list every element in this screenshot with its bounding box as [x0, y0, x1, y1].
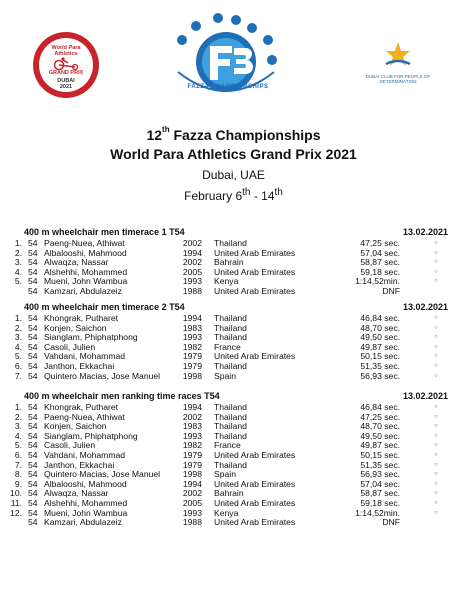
birth-year: 1983 — [182, 421, 202, 432]
result-row — [10, 287, 450, 297]
record-marker: ○ — [434, 372, 438, 379]
result-time: 46,84 sec. — [360, 402, 400, 412]
result-time: DNF — [382, 517, 400, 528]
record-marker: ○ — [434, 471, 438, 478]
grand-prix-title: World Para Athletics Grand Prix 2021 — [110, 146, 357, 162]
sport-class: 54 — [28, 478, 38, 489]
birth-year: 1979 — [182, 360, 202, 371]
birth-year: 2002 — [182, 238, 202, 248]
athlete-name: Mueni, John Wambua — [44, 507, 128, 518]
record-marker: ○ — [434, 432, 438, 439]
country: Thailand — [214, 430, 247, 441]
sport-class: 54 — [28, 285, 38, 296]
section-title: 400 m wheelchair men timerace 2 T54 — [24, 302, 185, 312]
country: Thailand — [214, 360, 247, 371]
sport-class: 54 — [28, 313, 38, 323]
sport-class: 54 — [28, 430, 38, 441]
sport-class: 54 — [28, 332, 38, 343]
result-time: 1:14,52min. — [355, 276, 400, 287]
athlete-name: Kamzari, Abdulazeiz — [44, 285, 122, 296]
birth-year: 2005 — [182, 497, 202, 508]
result-time: 58,87 sec. — [360, 488, 400, 499]
result-time: 49,50 sec. — [360, 430, 400, 441]
dubai-club-text: DUBAI CLUB FOR PEOPLE OF DETERMINATION — [365, 74, 431, 84]
grand-prix-logo — [33, 32, 99, 98]
result-time: 51,35 sec. — [360, 459, 400, 470]
rank: 9. — [14, 478, 22, 489]
sport-class: 54 — [28, 370, 38, 381]
country: Spain — [214, 469, 236, 480]
result-time: 58,87 sec. — [360, 257, 400, 268]
section-date: 13.02.2021 — [402, 227, 448, 237]
record-marker: ○ — [434, 404, 438, 410]
result-time: 57,04 sec. — [360, 478, 400, 489]
result-time: 47,25 sec. — [360, 238, 400, 248]
country: Kenya — [214, 276, 239, 287]
record-marker: ○ — [434, 249, 438, 256]
birth-year: 1982 — [182, 341, 202, 352]
sport-class: 54 — [28, 421, 38, 432]
section-date: 13.02.2021 — [402, 302, 448, 312]
result-row — [10, 518, 450, 528]
logo-line: DUBAI — [57, 78, 75, 84]
birth-year: 1979 — [182, 351, 202, 362]
sport-class: 54 — [28, 360, 38, 371]
rank: 11. — [10, 497, 22, 508]
result-time: 56,93 sec. — [360, 469, 400, 480]
athlete-name: Sianglam, Phiphatphong — [44, 332, 138, 343]
sport-class: 54 — [28, 238, 38, 248]
sport-class: 54 — [28, 402, 38, 412]
athlete-name: Kamzari, Abdulazeiz — [44, 517, 122, 528]
athlete-name: Alwaqza, Nassar — [44, 257, 109, 268]
sport-class: 54 — [28, 351, 38, 362]
country: United Arab Emirates — [214, 266, 296, 277]
birth-year: 1988 — [182, 285, 202, 296]
results-section-ranking — [10, 392, 450, 528]
result-time: 57,04 sec. — [360, 247, 400, 258]
birth-year: 1993 — [182, 430, 202, 441]
country: Bahrain — [214, 257, 244, 268]
country: Thailand — [214, 421, 247, 432]
sport-class: 54 — [28, 507, 38, 518]
rank: 3. — [14, 421, 22, 432]
rank: 1. — [14, 402, 22, 412]
athlete-name: Quintero Macias, Jose Manuel — [44, 370, 161, 381]
country: United Arab Emirates — [214, 449, 296, 460]
document-header — [0, 126, 467, 205]
location: Dubai, UAE — [202, 168, 265, 182]
result-time: DNF — [382, 285, 400, 296]
record-marker: ○ — [434, 362, 438, 369]
result-time: 50,15 sec. — [360, 449, 400, 460]
athlete-name: Alwaqza, Nassar — [44, 488, 109, 499]
birth-year: 1988 — [182, 517, 202, 528]
birth-year: 2002 — [182, 488, 202, 499]
rank: 5. — [14, 276, 22, 287]
birth-year: 1983 — [182, 322, 202, 333]
athlete-name: Paeng-Nuea, Athiwat — [44, 411, 125, 422]
sport-class: 54 — [28, 247, 38, 258]
birth-year: 2005 — [182, 266, 202, 277]
result-time: 49,87 sec. — [360, 341, 400, 352]
athlete-name: Khongrak, Putharet — [44, 313, 119, 323]
fazza-f3-logo — [160, 10, 292, 118]
rank: 5. — [14, 351, 22, 362]
rank: 8. — [14, 469, 22, 480]
logo-line: Athletics — [54, 51, 78, 57]
championship-title: 12th Fazza Championships — [146, 125, 321, 143]
record-marker: ○ — [434, 451, 438, 458]
result-time: 48,70 sec. — [360, 421, 400, 432]
sport-class: 54 — [28, 440, 38, 451]
birth-year: 1979 — [182, 459, 202, 470]
result-time: 1:14,52min. — [355, 507, 400, 518]
athlete-name: Vahdani, Mohammad — [44, 449, 126, 460]
result-time: 50,15 sec. — [360, 351, 400, 362]
record-marker: ○ — [434, 442, 438, 449]
country: Thailand — [214, 411, 247, 422]
birth-year: 1994 — [182, 247, 202, 258]
country: United Arab Emirates — [214, 285, 296, 296]
rank: 2. — [14, 247, 22, 258]
athlete-name: Albalooshi, Mahmood — [44, 247, 127, 258]
athlete-name: Khongrak, Putharet — [44, 402, 119, 412]
athlete-name: Casoli, Julien — [44, 440, 96, 451]
birth-year: 1993 — [182, 507, 202, 518]
section-title: 400 m wheelchair men timerace 1 T54 — [24, 227, 185, 237]
sport-class: 54 — [28, 266, 38, 277]
country: United Arab Emirates — [214, 517, 296, 528]
athlete-name: Quintero Macias, Jose Manuel — [44, 469, 161, 480]
country: Thailand — [214, 322, 247, 333]
rank: 7. — [14, 459, 22, 470]
record-marker: ○ — [434, 334, 438, 341]
record-marker: ○ — [434, 315, 438, 321]
logo-line: World Para — [51, 45, 81, 51]
sport-class: 54 — [28, 469, 38, 480]
rank: 1. — [14, 238, 22, 248]
rank: 4. — [14, 430, 22, 441]
birth-year: 1994 — [182, 402, 202, 412]
sport-class: 54 — [28, 517, 38, 528]
record-marker: ○ — [434, 240, 438, 246]
result-time: 59,18 sec. — [360, 266, 400, 277]
sport-class: 54 — [28, 341, 38, 352]
event-dates: February 6th - 14th — [184, 187, 283, 203]
birth-year: 1998 — [182, 370, 202, 381]
result-time: 56,93 sec. — [360, 370, 400, 381]
birth-year: 1982 — [182, 440, 202, 451]
birth-year: 1979 — [182, 449, 202, 460]
section-title: 400 m wheelchair men ranking time races T54 — [24, 391, 220, 401]
athlete-name: Janthon, Ekkachai — [44, 459, 115, 470]
athlete-name: Janthon, Ekkachai — [44, 360, 115, 371]
rank: 3. — [14, 257, 22, 268]
record-marker: ○ — [434, 480, 438, 487]
record-marker: ○ — [434, 268, 438, 275]
rank: 7. — [14, 370, 22, 381]
athlete-name: Konjen, Saichon — [44, 421, 107, 432]
country: Kenya — [214, 507, 239, 518]
birth-year: 1993 — [182, 332, 202, 343]
result-time: 46,84 sec. — [360, 313, 400, 323]
rank: 3. — [14, 332, 22, 343]
result-time: 51,35 sec. — [360, 360, 400, 371]
athlete-name: Paeng-Nuea, Athiwat — [44, 238, 125, 248]
athlete-name: Alshehhi, Mohammed — [44, 266, 128, 277]
country: France — [214, 440, 241, 451]
sport-class: 54 — [28, 488, 38, 499]
rank: 2. — [14, 322, 22, 333]
birth-year: 1994 — [182, 478, 202, 489]
country: Thailand — [214, 313, 247, 323]
athlete-name: Casoli, Julien — [44, 341, 96, 352]
birth-year: 1998 — [182, 469, 202, 480]
athlete-name: Vahdani, Mohammad — [44, 351, 126, 362]
sport-class: 54 — [28, 276, 38, 287]
athlete-name: Mueni, John Wambua — [44, 276, 128, 287]
country: Thailand — [214, 238, 247, 248]
country: Thailand — [214, 459, 247, 470]
birth-year: 1993 — [182, 276, 202, 287]
country: Bahrain — [214, 488, 244, 499]
result-time: 49,87 sec. — [360, 440, 400, 451]
athlete-name: Konjen, Saichon — [44, 322, 107, 333]
results-section-timerace-1 — [10, 228, 450, 297]
rank: 6. — [14, 360, 22, 371]
rank: 12. — [10, 507, 22, 518]
record-marker: ○ — [434, 499, 438, 506]
star-figure-icon — [382, 40, 414, 72]
athlete-name: Alshehhi, Mohammed — [44, 497, 128, 508]
logo-line: 2021 — [59, 84, 73, 90]
dubai-club-logo — [358, 40, 438, 92]
athlete-name: Albalooshi, Mahmood — [44, 478, 127, 489]
country: United Arab Emirates — [214, 478, 296, 489]
record-marker: ○ — [434, 343, 438, 350]
record-marker: ○ — [434, 509, 438, 516]
sport-class: 54 — [28, 322, 38, 333]
result-time: 48,70 sec. — [360, 322, 400, 333]
sport-class: 54 — [28, 257, 38, 268]
results-section-timerace-2 — [10, 303, 450, 381]
result-time: 49,50 sec. — [360, 332, 400, 343]
country: Spain — [214, 370, 236, 381]
result-time: 59,18 sec. — [360, 497, 400, 508]
sport-class: 54 — [28, 411, 38, 422]
country: United Arab Emirates — [214, 247, 296, 258]
record-marker: ○ — [434, 423, 438, 430]
record-marker: ○ — [434, 490, 438, 497]
result-time: 47,25 sec. — [360, 411, 400, 422]
rank: 4. — [14, 341, 22, 352]
record-marker: ○ — [434, 278, 438, 285]
sport-class: 54 — [28, 497, 38, 508]
record-marker: ○ — [434, 413, 438, 420]
rank: 2. — [14, 411, 22, 422]
rank: 10. — [10, 488, 22, 499]
country: Thailand — [214, 402, 247, 412]
athlete-name: Sianglam, Phiphatphong — [44, 430, 138, 441]
country: United Arab Emirates — [214, 351, 296, 362]
country: United Arab Emirates — [214, 497, 296, 508]
birth-year: 2002 — [182, 411, 202, 422]
logo-line: GRAND PRIX — [48, 70, 84, 76]
rank: 4. — [14, 266, 22, 277]
record-marker: ○ — [434, 461, 438, 468]
section-date: 13.02.2021 — [402, 391, 448, 401]
country: France — [214, 341, 241, 352]
rank: 6. — [14, 449, 22, 460]
sport-class: 54 — [28, 449, 38, 460]
record-marker: ○ — [434, 259, 438, 266]
wheelchair-racer-icon — [51, 57, 81, 70]
birth-year: 1994 — [182, 313, 202, 323]
rank: 1. — [14, 313, 22, 323]
rank: 5. — [14, 440, 22, 451]
birth-year: 2002 — [182, 257, 202, 268]
sport-class: 54 — [28, 459, 38, 470]
result-row — [10, 372, 450, 382]
record-marker: ○ — [434, 353, 438, 360]
record-marker: ○ — [434, 324, 438, 331]
fazza-logo-text: FAZZA CHAMPIONSHIPS — [187, 84, 269, 90]
country: Thailand — [214, 332, 247, 343]
